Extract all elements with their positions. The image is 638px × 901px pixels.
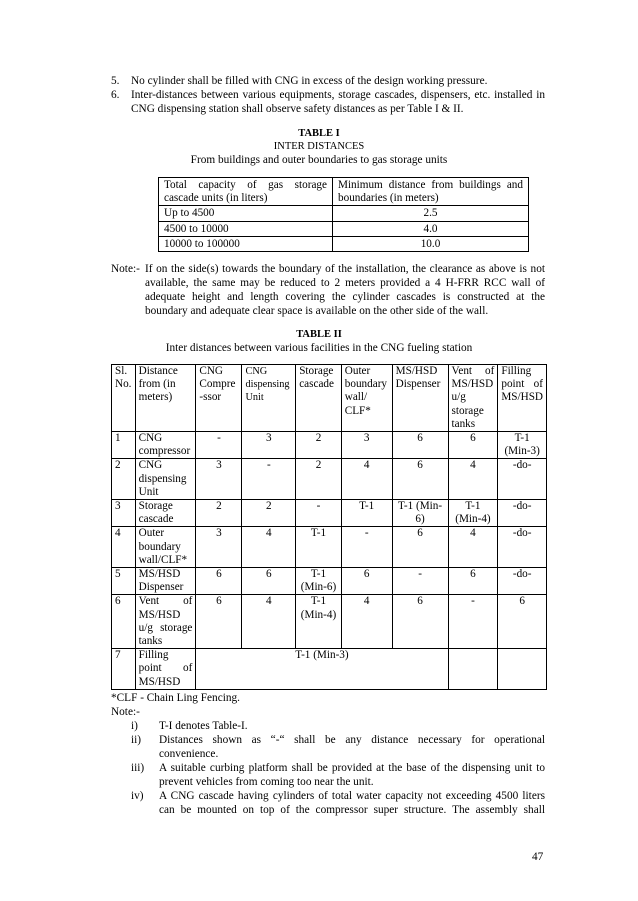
table2-cell: 6 [448, 568, 498, 595]
table2-cell: 4 [448, 459, 498, 500]
table-row [159, 221, 529, 236]
table2-cell: 6 [392, 432, 448, 459]
table2-cell: 6 [242, 568, 296, 595]
table2-cell: 7 [112, 649, 136, 690]
table2-header-outer-boundary: Outer boundary wall/ CLF* [341, 365, 392, 432]
table2-cell: - [242, 459, 296, 500]
table-row [159, 206, 529, 221]
note2-item-4-number: iv) [131, 790, 144, 802]
table2-cell: -do- [498, 500, 547, 527]
table1-title: TABLE I [298, 128, 340, 139]
table2-header-distance-from: Distance from (in meters) [135, 365, 196, 432]
note2-item-3-line-2: prevent vehicles from coming too near the unit. [159, 776, 374, 788]
table1-header-capacity: Total capacity of gas storage cascade units (in liters) [159, 178, 333, 206]
table1-cell-distance: 2.5 [333, 206, 529, 221]
table-row [112, 649, 547, 690]
table2-cell: T-1 [296, 527, 342, 568]
table-row [112, 568, 547, 595]
table1-cell-distance: 4.0 [333, 221, 529, 236]
table2-cell: - [196, 432, 242, 459]
table2-cell: - [448, 595, 498, 649]
table2-header-cng-compressor: CNG Compre -ssor [196, 365, 242, 432]
table2-cell: 4 [242, 595, 296, 649]
table2-cell: 2 [196, 500, 242, 527]
table2-cell: T-1 (Min-6) [392, 500, 448, 527]
note2-item-2-line-2: convenience. [159, 748, 219, 760]
table2-cell: 1 [112, 432, 136, 459]
table2-cell: 4 [448, 527, 498, 568]
note1-line-3: adequate height and length covering the cylinder cascades is constructed at the [145, 291, 545, 303]
table1-cell-capacity: 4500 to 10000 [159, 221, 333, 236]
table-row [112, 595, 547, 649]
table2-cell: 3 [196, 459, 242, 500]
table2-cell: -do- [498, 568, 547, 595]
table2-cell: 4 [341, 459, 392, 500]
table2-cell: 6 [196, 595, 242, 649]
table2-cell: 3 [341, 432, 392, 459]
table2-cell: 2 [242, 500, 296, 527]
table2-cell-empty [498, 649, 547, 690]
table2-cell: 4 [242, 527, 296, 568]
table-row [112, 459, 547, 500]
page-number: 47 [532, 851, 544, 863]
table1-caption: From buildings and outer boundaries to gas storage units [190, 154, 448, 166]
note2-item-1-line-1: T-I denotes Table-I. [159, 720, 248, 732]
note2-item-3-line-1: A suitable curbing platform shall be provided at the base of the dispensing unit to [159, 762, 545, 774]
note2-prefix: Note:- [111, 706, 140, 718]
table2-header-vent: Vent of MS/HSD u/g storage tanks [448, 365, 498, 432]
note2-item-3-number: iii) [131, 762, 145, 774]
table1 [158, 177, 529, 252]
table2-cell: - [296, 500, 342, 527]
table2-header-filling-point: Filling point of MS/HSD [498, 365, 547, 432]
table2-cell: 6 [498, 595, 547, 649]
table2-header-storage-cascade: Storage cascade [296, 365, 342, 432]
table2-cell-merged: T-1 (Min-3) [196, 649, 448, 690]
note1-prefix: Note:- [111, 263, 140, 275]
table2-cell: 6 [112, 595, 136, 649]
table-row [112, 432, 547, 459]
table2-cell: CNG compressor [135, 432, 196, 459]
table2-header-row [112, 365, 547, 432]
note2-item-2-number: ii) [131, 734, 142, 746]
table2-cell: 3 [196, 527, 242, 568]
table2-header-mshsd-dispenser: MS/HSD Dispenser [392, 365, 448, 432]
table2-cell: T-1 [341, 500, 392, 527]
table2 [111, 364, 547, 690]
table2-cell: 2 [112, 459, 136, 500]
table2-cell: 2 [296, 459, 342, 500]
table2-cell: - [341, 527, 392, 568]
table2-cell: 5 [112, 568, 136, 595]
table1-cell-distance: 10.0 [333, 236, 529, 251]
item-5-number: 5. [111, 75, 120, 87]
table2-cell: Storage cascade [135, 500, 196, 527]
table2-cell: T-1 (Min-4) [296, 595, 342, 649]
table2-cell: Vent of MS/HSD u/g storage tanks [135, 595, 196, 649]
table2-cell: 3 [112, 500, 136, 527]
table2-cell: 4 [341, 595, 392, 649]
note1-line-2: available, the same may be reduced to 2 meters provided a 4 H-FRR RCC wall of [145, 277, 545, 289]
note2-item-4-line-1: A CNG cascade having cylinders of total water capacity not exceeding 4500 liters [159, 790, 545, 802]
table2-cell: - [392, 568, 448, 595]
table-row [112, 500, 547, 527]
table2-cell: CNG dispensing Unit [135, 459, 196, 500]
table-row [112, 527, 547, 568]
table2-header-sl: Sl. No. [112, 365, 136, 432]
table1-header-row [159, 178, 529, 206]
table2-cell: 6 [392, 527, 448, 568]
table2-cell: 6 [341, 568, 392, 595]
note1-line-1: If on the side(s) towards the boundary of the installation, the clearance as above is not [145, 263, 545, 275]
item-6-number: 6. [111, 89, 120, 101]
table1-header-distance: Minimum distance from buildings and boundaries (in meters) [333, 178, 529, 206]
footnote: *CLF - Chain Ling Fencing. [111, 692, 240, 704]
table2-cell: 6 [392, 595, 448, 649]
note2-item-2-line-1: Distances shown as “-“ shall be any distance necessary for operational [159, 734, 545, 746]
table2-cell: T-1 (Min-3) [498, 432, 547, 459]
table1-subtitle: INTER DISTANCES [273, 141, 365, 152]
table2-caption: Inter distances between various facilities in the CNG fueling station [165, 342, 473, 354]
table2-cell: 6 [392, 459, 448, 500]
table2-cell: 6 [196, 568, 242, 595]
table2-cell: 6 [448, 432, 498, 459]
table1-cell-capacity: 10000 to 100000 [159, 236, 333, 251]
table2-cell: Filling point of MS/HSD [135, 649, 196, 690]
note1-line-4: boundary and adequate clear space is available on the other side of the wall. [145, 305, 489, 317]
table-row [159, 236, 529, 251]
table2-title: TABLE II [296, 329, 342, 340]
item-6-line-2: CNG dispensing station shall observe safety distances as per Table I & II. [131, 103, 464, 115]
table2-cell: 4 [112, 527, 136, 568]
table2-cell: 2 [296, 432, 342, 459]
table2-cell: T-1 (Min-4) [448, 500, 498, 527]
table2-cell: -do- [498, 459, 547, 500]
table2-cell: Outer boundary wall/CLF* [135, 527, 196, 568]
item-5-text: No cylinder shall be filled with CNG in excess of the design working pressure. [131, 75, 488, 87]
table2-header-cng-dispensing: CNG dispensing Unit [242, 365, 296, 432]
table2-cell: -do- [498, 527, 547, 568]
table2-cell: MS/HSD Dispenser [135, 568, 196, 595]
table1-cell-capacity: Up to 4500 [159, 206, 333, 221]
table2-cell: 3 [242, 432, 296, 459]
note2-item-4-line-2: can be mounted on top of the compressor super structure. The assembly shall [159, 804, 545, 816]
item-6-line-1: Inter-distances between various equipments, storage cascades, dispensers, etc. installed in [131, 89, 545, 101]
table2-cell-empty [448, 649, 498, 690]
note2-item-1-number: i) [131, 720, 138, 732]
table2-cell: T-1 (Min-6) [296, 568, 342, 595]
